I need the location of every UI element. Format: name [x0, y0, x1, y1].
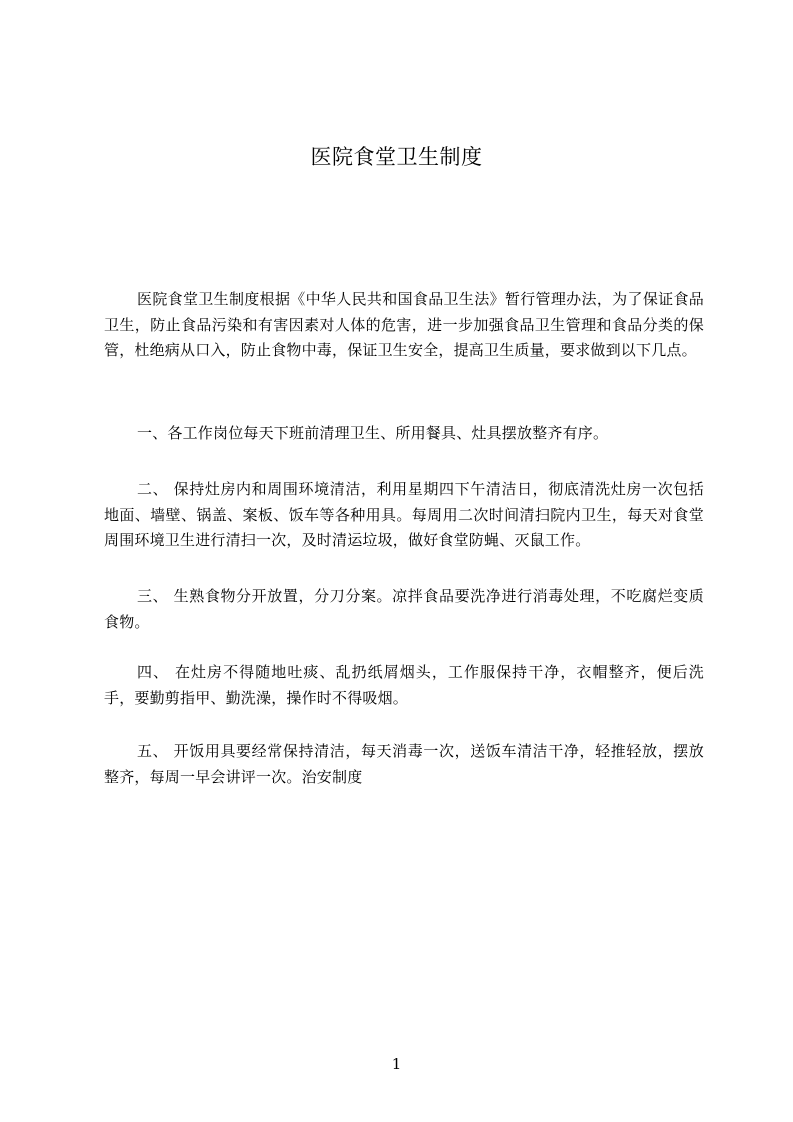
intro-paragraph: 医院食堂卫生制度根据《中华人民共和国食品卫生法》暂行管理办法，为了保证食品卫生，防止食品污染和有害因素对人体的危害，进一步加强食品卫生管理和食品分类的保管，杜绝病从口入，防止食物中毒，保证卫生安全，提高卫生质量，要求做到以下几点。	[104, 290, 704, 359]
page-title: 医院食堂卫生制度	[310, 145, 483, 169]
rule-paragraph-5: 五、 开饭用具要经常保持清洁，每天消毒一次，送饭车清洁干净，轻推轻放，摆放整齐，每周一早会讲评一次。治安制度	[104, 742, 704, 786]
page-number: 1	[391, 1055, 402, 1073]
rule-paragraph-4: 四、 在灶房不得随地吐痰、乱扔纸屑烟头，工作服保持干净，衣帽整齐，便后洗手，要勤剪指甲、勤洗澡，操作时不得吸烟。	[104, 663, 704, 707]
rule-paragraph-3: 三、 生熟食物分开放置，分刀分案。凉拌食品要洗净进行消毒处理，不吃腐烂变质食物。	[104, 587, 704, 631]
rule-paragraph-1: 一、各工作岗位每天下班前清理卫生、所用餐具、灶具摆放整齐有序。	[137, 424, 609, 442]
rule-paragraph-2: 二、 保持灶房内和周围环境清洁，利用星期四下午清洁日，彻底清洗灶房一次包括地面、墙壁、锅盖、案板、饭车等各种用具。每周用二次时间清扫院内卫生，每天对食堂周围环境卫生进行清扫一次，及时清运垃圾，做好食堂防蝇、灭鼠工作。	[104, 480, 704, 549]
